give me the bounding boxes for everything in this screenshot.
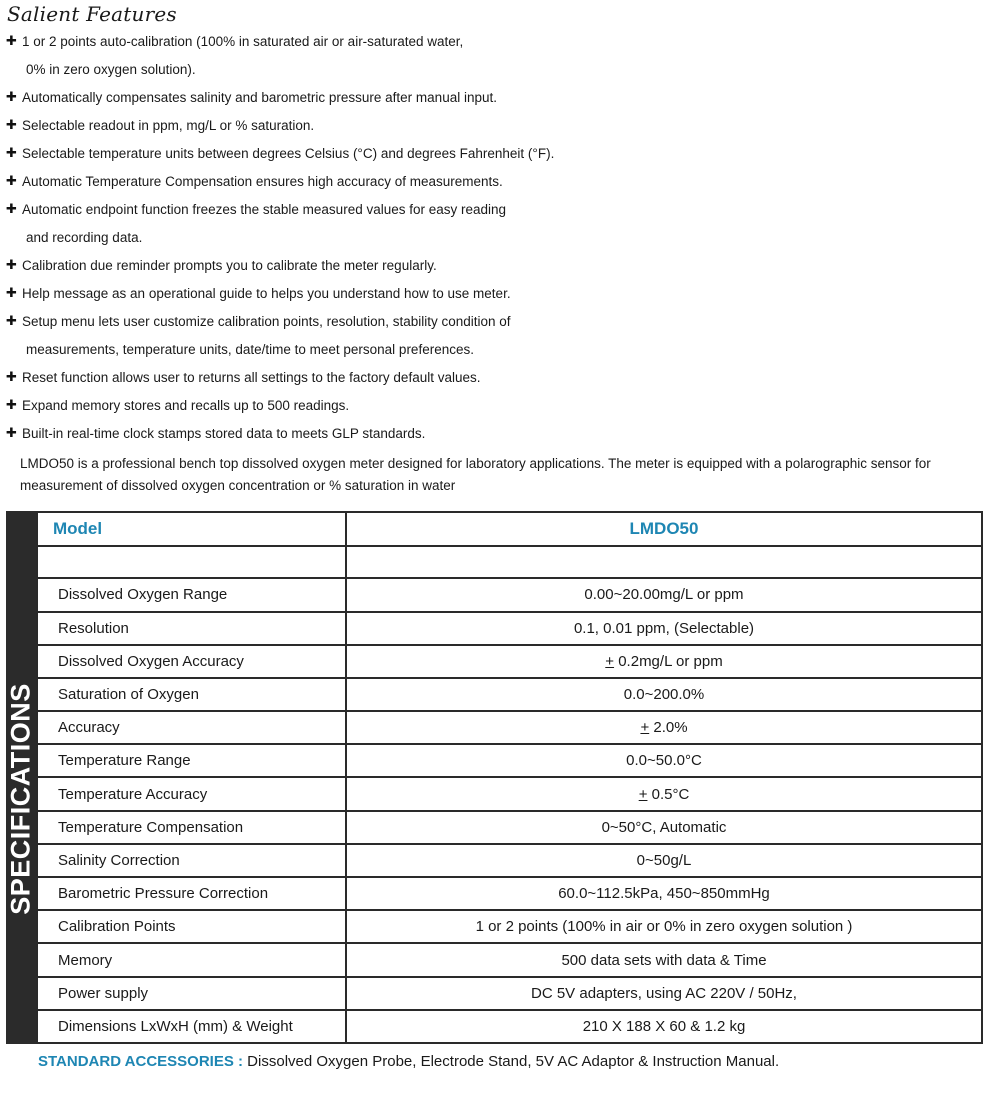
- spec-value-cell: [346, 844, 982, 877]
- cross-bullet-icon: ✚: [6, 426, 17, 441]
- spec-value: 0.0~200.0%: [623, 686, 705, 704]
- feature-text: Automatic Temperature Compensation ensures high accuracy of measurements.: [22, 174, 503, 189]
- table-row: [37, 578, 982, 611]
- specifications-table: [36, 511, 983, 1044]
- intro-paragraph: LMDO50 is a professional bench top dissolved oxygen meter designed for laboratory applications. The meter is equipped with a polarographic sensor for measurement of dissolved oxygen concentration or % saturation in water: [20, 456, 931, 493]
- spec-value-cell: [346, 1010, 982, 1043]
- feature-text: Setup menu lets user customize calibration points, resolution, stability condition of: [22, 314, 511, 329]
- spec-value: 500 data sets with data & Time: [561, 951, 767, 969]
- table-row: [37, 811, 982, 844]
- spec-value: 210 X 188 X 60 & 1.2 kg: [582, 1017, 746, 1035]
- model-header-value: LMDO50: [629, 519, 699, 539]
- table-row: [37, 1010, 982, 1043]
- feature-item: [0, 392, 998, 420]
- feature-text: Reset function allows user to returns all settings to the factory default values.: [22, 370, 481, 385]
- feature-item: [0, 364, 998, 392]
- spec-label: Dimensions LxWxH (mm) & Weight: [37, 1010, 346, 1043]
- table-row: [37, 844, 982, 877]
- table-row: [37, 711, 982, 744]
- table-row: [37, 744, 982, 777]
- spec-value: 0.5°C: [647, 785, 690, 803]
- feature-item: [0, 28, 998, 84]
- table-row: [37, 943, 982, 976]
- feature-item: [0, 140, 998, 168]
- spec-label: Dissolved Oxygen Accuracy: [37, 645, 346, 678]
- spec-value-cell: [346, 877, 982, 910]
- feature-text: 1 or 2 points auto-calibration (100% in saturated air or air-saturated water,: [22, 34, 464, 49]
- plus-minus-sign: +: [640, 719, 650, 737]
- spec-value-cell: [346, 578, 982, 611]
- spec-value-cell: [346, 777, 982, 810]
- spec-value: 1 or 2 points (100% in air or 0% in zero oxygen solution ): [475, 918, 853, 936]
- cross-bullet-icon: ✚: [6, 398, 17, 413]
- table-row: [37, 612, 982, 645]
- cross-bullet-icon: ✚: [6, 258, 17, 273]
- feature-item: [0, 84, 998, 112]
- feature-item: [0, 420, 998, 448]
- feature-item: [0, 280, 998, 308]
- spec-label: Salinity Correction: [37, 844, 346, 877]
- spec-label: Temperature Compensation: [37, 811, 346, 844]
- page-title: Salient Features: [7, 2, 177, 26]
- table-blank-row: [37, 546, 982, 578]
- spec-value-cell: [346, 744, 982, 777]
- spec-label: Dissolved Oxygen Range: [37, 578, 346, 611]
- table-row: [37, 977, 982, 1010]
- spec-value: 0~50g/L: [636, 851, 692, 869]
- specifications-section: [6, 511, 983, 1044]
- feature-item: [0, 308, 998, 364]
- spec-value: 0.00~20.00mg/L or ppm: [584, 586, 744, 604]
- cross-bullet-icon: ✚: [6, 286, 17, 301]
- spec-value: 0~50°C, Automatic: [601, 818, 727, 836]
- feature-text: measurements, temperature units, date/time to meet personal preferences.: [26, 342, 474, 357]
- feature-text: Built-in real-time clock stamps stored data to meets GLP standards.: [22, 426, 426, 441]
- spec-label: Calibration Points: [37, 910, 346, 943]
- table-header-row: [37, 512, 982, 546]
- spec-value-cell: [346, 612, 982, 645]
- features-list: [0, 28, 998, 448]
- spec-value-cell: [346, 678, 982, 711]
- plus-minus-sign: +: [605, 652, 615, 670]
- accessories-text: Dissolved Oxygen Probe, Electrode Stand, 5V AC Adaptor & Instruction Manual.: [243, 1053, 780, 1070]
- spec-label: Barometric Pressure Correction: [37, 877, 346, 910]
- cross-bullet-icon: ✚: [6, 314, 17, 329]
- table-row: [37, 645, 982, 678]
- spec-value-cell: [346, 910, 982, 943]
- spec-label: Resolution: [37, 612, 346, 645]
- table-row: [37, 678, 982, 711]
- spec-label: Memory: [37, 943, 346, 976]
- cross-bullet-icon: ✚: [6, 118, 17, 133]
- specifications-side-band: [6, 511, 36, 1044]
- specifications-side-label: SPECIFICATIONS: [5, 683, 36, 915]
- spec-value-cell: [346, 943, 982, 976]
- cross-bullet-icon: ✚: [6, 202, 17, 217]
- cross-bullet-icon: ✚: [6, 174, 17, 189]
- table-row: [37, 877, 982, 910]
- spec-value: 60.0~112.5kPa, 450~850mmHg: [558, 885, 770, 903]
- cross-bullet-icon: ✚: [6, 370, 17, 385]
- spec-value-cell: [346, 811, 982, 844]
- spec-label: Power supply: [37, 977, 346, 1010]
- cross-bullet-icon: ✚: [6, 34, 17, 49]
- cross-bullet-icon: ✚: [6, 90, 17, 105]
- plus-minus-sign: +: [638, 785, 648, 803]
- accessories-label: STANDARD ACCESSORIES :: [38, 1053, 244, 1070]
- spec-label: Accuracy: [37, 711, 346, 744]
- spec-value: 2.0%: [649, 719, 688, 737]
- feature-text: Automatic endpoint function freezes the stable measured values for easy reading: [22, 202, 507, 217]
- feature-text: and recording data.: [26, 230, 143, 245]
- feature-text: Help message as an operational guide to helps you understand how to use meter.: [22, 286, 511, 301]
- feature-text: 0% in zero oxygen solution).: [26, 62, 196, 77]
- spec-value: 0.1, 0.01 ppm, (Selectable): [573, 619, 755, 637]
- feature-item: [0, 252, 998, 280]
- spec-value: 0.0~50.0°C: [626, 752, 702, 770]
- feature-item: [0, 168, 998, 196]
- spec-label: Saturation of Oxygen: [37, 678, 346, 711]
- feature-text: Selectable temperature units between degrees Celsius (°C) and degrees Fahrenheit (°F).: [22, 146, 555, 161]
- feature-item: [0, 196, 998, 252]
- feature-text: Selectable readout in ppm, mg/L or % saturation.: [22, 118, 315, 133]
- spec-label: Temperature Accuracy: [37, 777, 346, 810]
- table-row: [37, 910, 982, 943]
- feature-item: [0, 112, 998, 140]
- spec-value-cell: [346, 711, 982, 744]
- feature-text: Expand memory stores and recalls up to 500 readings.: [22, 398, 350, 413]
- feature-text: Calibration due reminder prompts you to calibrate the meter regularly.: [22, 258, 437, 273]
- spec-value-cell: [346, 645, 982, 678]
- standard-accessories: [38, 1053, 779, 1070]
- cross-bullet-icon: ✚: [6, 146, 17, 161]
- table-row: [37, 777, 982, 810]
- spec-value: 0.2mg/L or ppm: [614, 652, 723, 670]
- spec-value-cell: [346, 977, 982, 1010]
- spec-value: DC 5V adapters, using AC 220V / 50Hz,: [531, 984, 797, 1002]
- feature-text: Automatically compensates salinity and barometric pressure after manual input.: [22, 90, 497, 105]
- spec-label: Temperature Range: [37, 744, 346, 777]
- model-header-label: Model: [53, 519, 103, 539]
